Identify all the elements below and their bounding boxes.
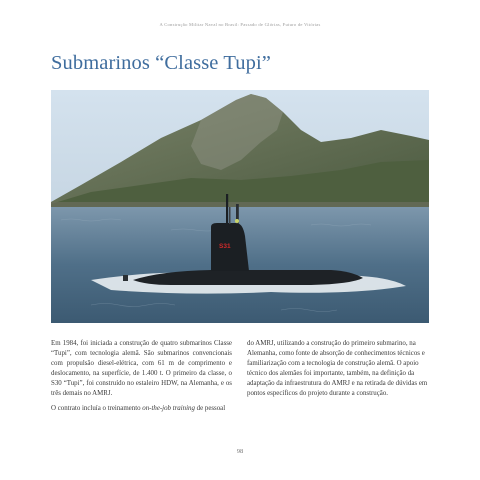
- paragraph-2: [51, 404, 232, 414]
- paragraph-1: Em 1984, foi iniciada a construção de quatro submarinos Classe “Tupi”, com tecnologia alemã. São submarinos convencionais com propulsão diesel-elétrica, com 61 m de comprimento e deslocamento, na superfície, de 1.400 t. O primeiro da classe, o S30 “Tupi”, foi construído no estaleiro HDW, na Alemanha, e os três demais no AMRJ.: [51, 340, 232, 398]
- mast-3: [229, 207, 231, 224]
- stern-post: [123, 275, 128, 281]
- hull-marking: S31: [219, 243, 231, 250]
- page-title: Submarinos “Classe Tupi”: [51, 52, 271, 74]
- running-header: A Construção Militar Naval no Brasil: Passado de Glórias, Futuro de Vitórias: [159, 22, 321, 27]
- mast-periscope: [226, 194, 228, 224]
- page-number: 98: [236, 448, 244, 455]
- body-column-right: [247, 339, 431, 404]
- crew-figure: [235, 219, 239, 223]
- body-column-left: [51, 339, 232, 418]
- paragraph-3: do AMRJ, utilizando a construção do primeiro submarino, na Alemanha, como fonte de absorção de conhecimentos técnicos e familiarização com a tecnologia de construção alemã. O apoio técnico dos alemães foi importante, também, na definição da adaptação da infraestrutura do AMRJ e na retirada de dúvidas em pontos específicos do projeto durante a construção.: [247, 340, 428, 398]
- paragraph-2-text-b: de pessoal: [194, 404, 226, 412]
- submarine-photo: [51, 90, 429, 323]
- paragraph-2-italic: on-the-job training: [142, 404, 195, 412]
- paragraph-2-text-a: O contrato incluía o treinamento: [51, 404, 143, 412]
